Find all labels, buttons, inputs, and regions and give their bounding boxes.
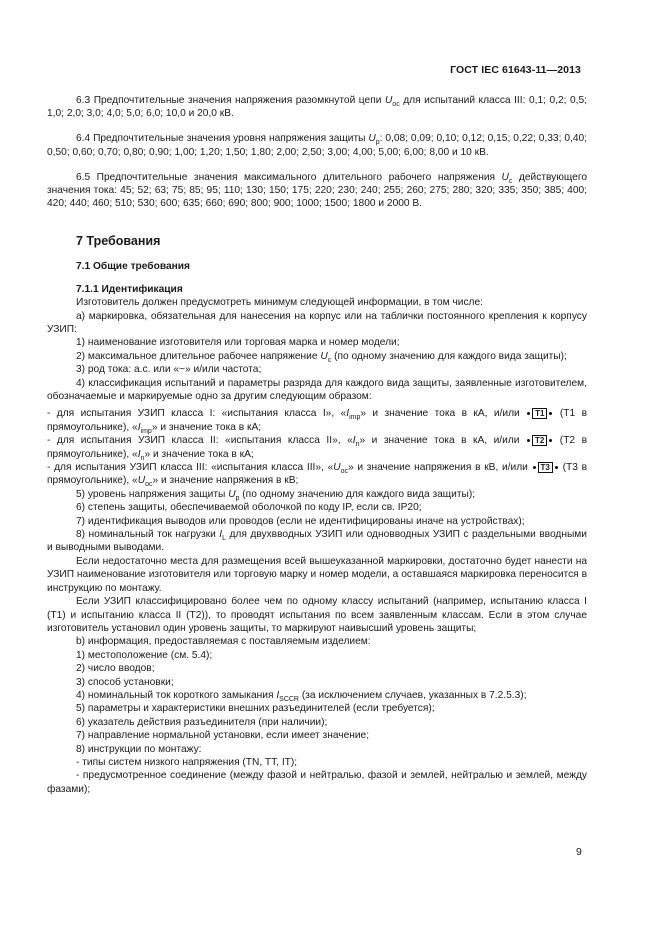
- list-item: 6) указатель действия разъединителя (при наличии);: [76, 716, 328, 728]
- clause-6-3: [47, 94, 587, 121]
- list-item: 8) инструкции по монтажу:: [76, 743, 202, 755]
- paragraph: Если УЗИП классифицировано более чем по одному классу испытаний (например, испытанию класса I (T1) и испытанию класса II (T2)), то проводят испытания по всем заявленным классам. Если в этом случае изготовитель установил один уровень защиты, то маркируют наивысший уровень защиты;: [47, 596, 587, 634]
- t3-badge-icon: T3: [538, 462, 553, 473]
- standard-header: ГОСТ IEC 61643-11—2013: [450, 64, 581, 76]
- symbol: U: [501, 171, 509, 183]
- list-item: 3) способ установки;: [76, 676, 174, 688]
- list-item: 2) максимальное длительное рабочее напряжение $U_c$ (по одному значению для каждого вида защиты);: [76, 350, 567, 364]
- intro-paragraph: Изготовитель должен предусмотреть минимум следующей информации, в том числе:: [76, 297, 483, 309]
- list-item: 1) местоположение (см. 5.4);: [76, 649, 213, 661]
- list-item: 7) идентификация выводов или проводов (если не идентифицированы иначе на устройствах);: [76, 515, 525, 527]
- clause-6-5: [47, 171, 587, 211]
- list-item: 4) номинальный ток короткого замыкания $I_{SCCR}$ (за исключением случаев, указанных в 7.2.5.3);: [76, 689, 527, 703]
- list-item: 3) род тока: а.с. или «~» и/или частота;: [76, 364, 262, 376]
- list-item: 8) номинальный ток нагрузки $I_L$ для двухвводных УЗИП или одновводных УЗИП с раздельными вводными и выводными выводами.: [47, 529, 588, 554]
- page-body: [47, 94, 587, 796]
- text: 6.4 Предпочтительные значения уровня напряжения защиты: [76, 133, 369, 145]
- t1-badge-icon: T1: [532, 408, 547, 419]
- symbol: U: [368, 133, 376, 145]
- text: 6.3 Предпочтительные значения напряжения разомкнутой цепи: [76, 95, 385, 106]
- t2-badge-icon: T2: [532, 435, 547, 446]
- subscript: oc: [392, 101, 400, 109]
- class-i-marking: - для испытания УЗИП класса I: «испытания класса I», «$I_{imp}$» и значение тока в кА, и/или T1 (T1 в прямоугольнике), «$I_{imp}$» и значение тока в кА;: [47, 408, 587, 435]
- list-item: 6) степень защиты, обеспечиваемой оболочкой по коду IP, если св. IP20;: [76, 502, 422, 514]
- list-item: 2) число вводов;: [76, 663, 155, 675]
- list-item: b) информация, предоставляемая с поставляемым изделием:: [76, 636, 371, 648]
- clause-6-4: [47, 132, 587, 159]
- list-item: 5) параметры и характеристики внешних разъединителей (если требуется);: [76, 703, 435, 715]
- list-item: а) маркировка, обязательная для нанесения на корпус или на таблички постоянного крепления к корпусу УЗИП:: [47, 310, 587, 335]
- page-number: 9: [576, 846, 582, 858]
- list-item: 1) наименование изготовителя или торговая марка и номер модели;: [76, 337, 400, 349]
- list-item: - предусмотренное соединение (между фазой и нейтралью, фазой и землей, нейтралью и землей, между фазами);: [47, 770, 587, 795]
- list-item: 4) классификация испытаний и параметры разряда для каждого вида защиты, заявленные изготовителем, обозначаемые и маркируемые одно за другим следующим образом:: [47, 377, 587, 402]
- text: : 0,08; 0,09; 0,10; 0,12; 0,15; 0,22; 0,33; 0,40; 0,50; 0,60; 0,70; 0,80; 0,90; 1,00; 1,20; 1,50; 1,80; 2,00; 2,50; 3,00; 4,00; 5,00; 6,00; 8,00 и 10 кВ.: [47, 133, 587, 158]
- list-item: - типы систем низкого напряжения (TN, TT, IT);: [76, 756, 298, 768]
- text: действующего значения тока: 45; 52; 63; 75; 85; 95; 110; 130; 150; 175; 220; 230; 240; 255; 260; 275; 280; 320; 335; 350; 385; 400; 420; 440; 460; 510; 530; 600; 635; 660; 690; 800; 900; 1000; 1500; 1800 и 2000 В.: [47, 171, 587, 210]
- list-item: 5) уровень напряжения защиты $U_p$ (по одному значению для каждого вида защиты);: [76, 488, 476, 502]
- class-ii-marking: - для испытания УЗИП класса II: «испытания класса II», «$I_n$» и значение тока в кА, и/или T2 (T2 в прямоугольнике), «$I_n$» и значение тока в кА;: [47, 435, 588, 462]
- text: для испытаний класса III: 0,1; 0,2; 0,5; 1,0; 2,0; 3,0; 4,0; 5,0; 6,0; 10,0 и 20,0 кВ.: [47, 95, 587, 120]
- class-iii-marking: - для испытания УЗИП класса III: «испытания класса III», «$U_{oc}$» и значение напряжения в кВ, и/или T3 (T3 в прямоугольнике), «$U_{oc}$» и значение напряжения в кВ;: [47, 462, 587, 489]
- subsubsection-heading: 7.1.1 Идентификация: [76, 283, 183, 295]
- subsection-heading: 7.1 Общие требования: [76, 261, 190, 273]
- section-heading: 7 Требования: [76, 233, 161, 248]
- paragraph: Если недостаточно места для размещения всей вышеуказанной маркировки, достаточно будет нанести на УЗИП наименование изготовителя или торговую марку и номер модели, а оставшаяся маркировка переносится в инструкцию по монтажу.: [47, 555, 587, 594]
- text: 6.5 Предпочтительные значения максимального длительного рабочего напряжения: [76, 171, 502, 183]
- symbol: U: [384, 95, 393, 106]
- subscript: p: [375, 139, 380, 147]
- list-item: 7) направление нормальной установки, если имеет значение;: [76, 730, 370, 742]
- subscript: c: [508, 177, 513, 185]
